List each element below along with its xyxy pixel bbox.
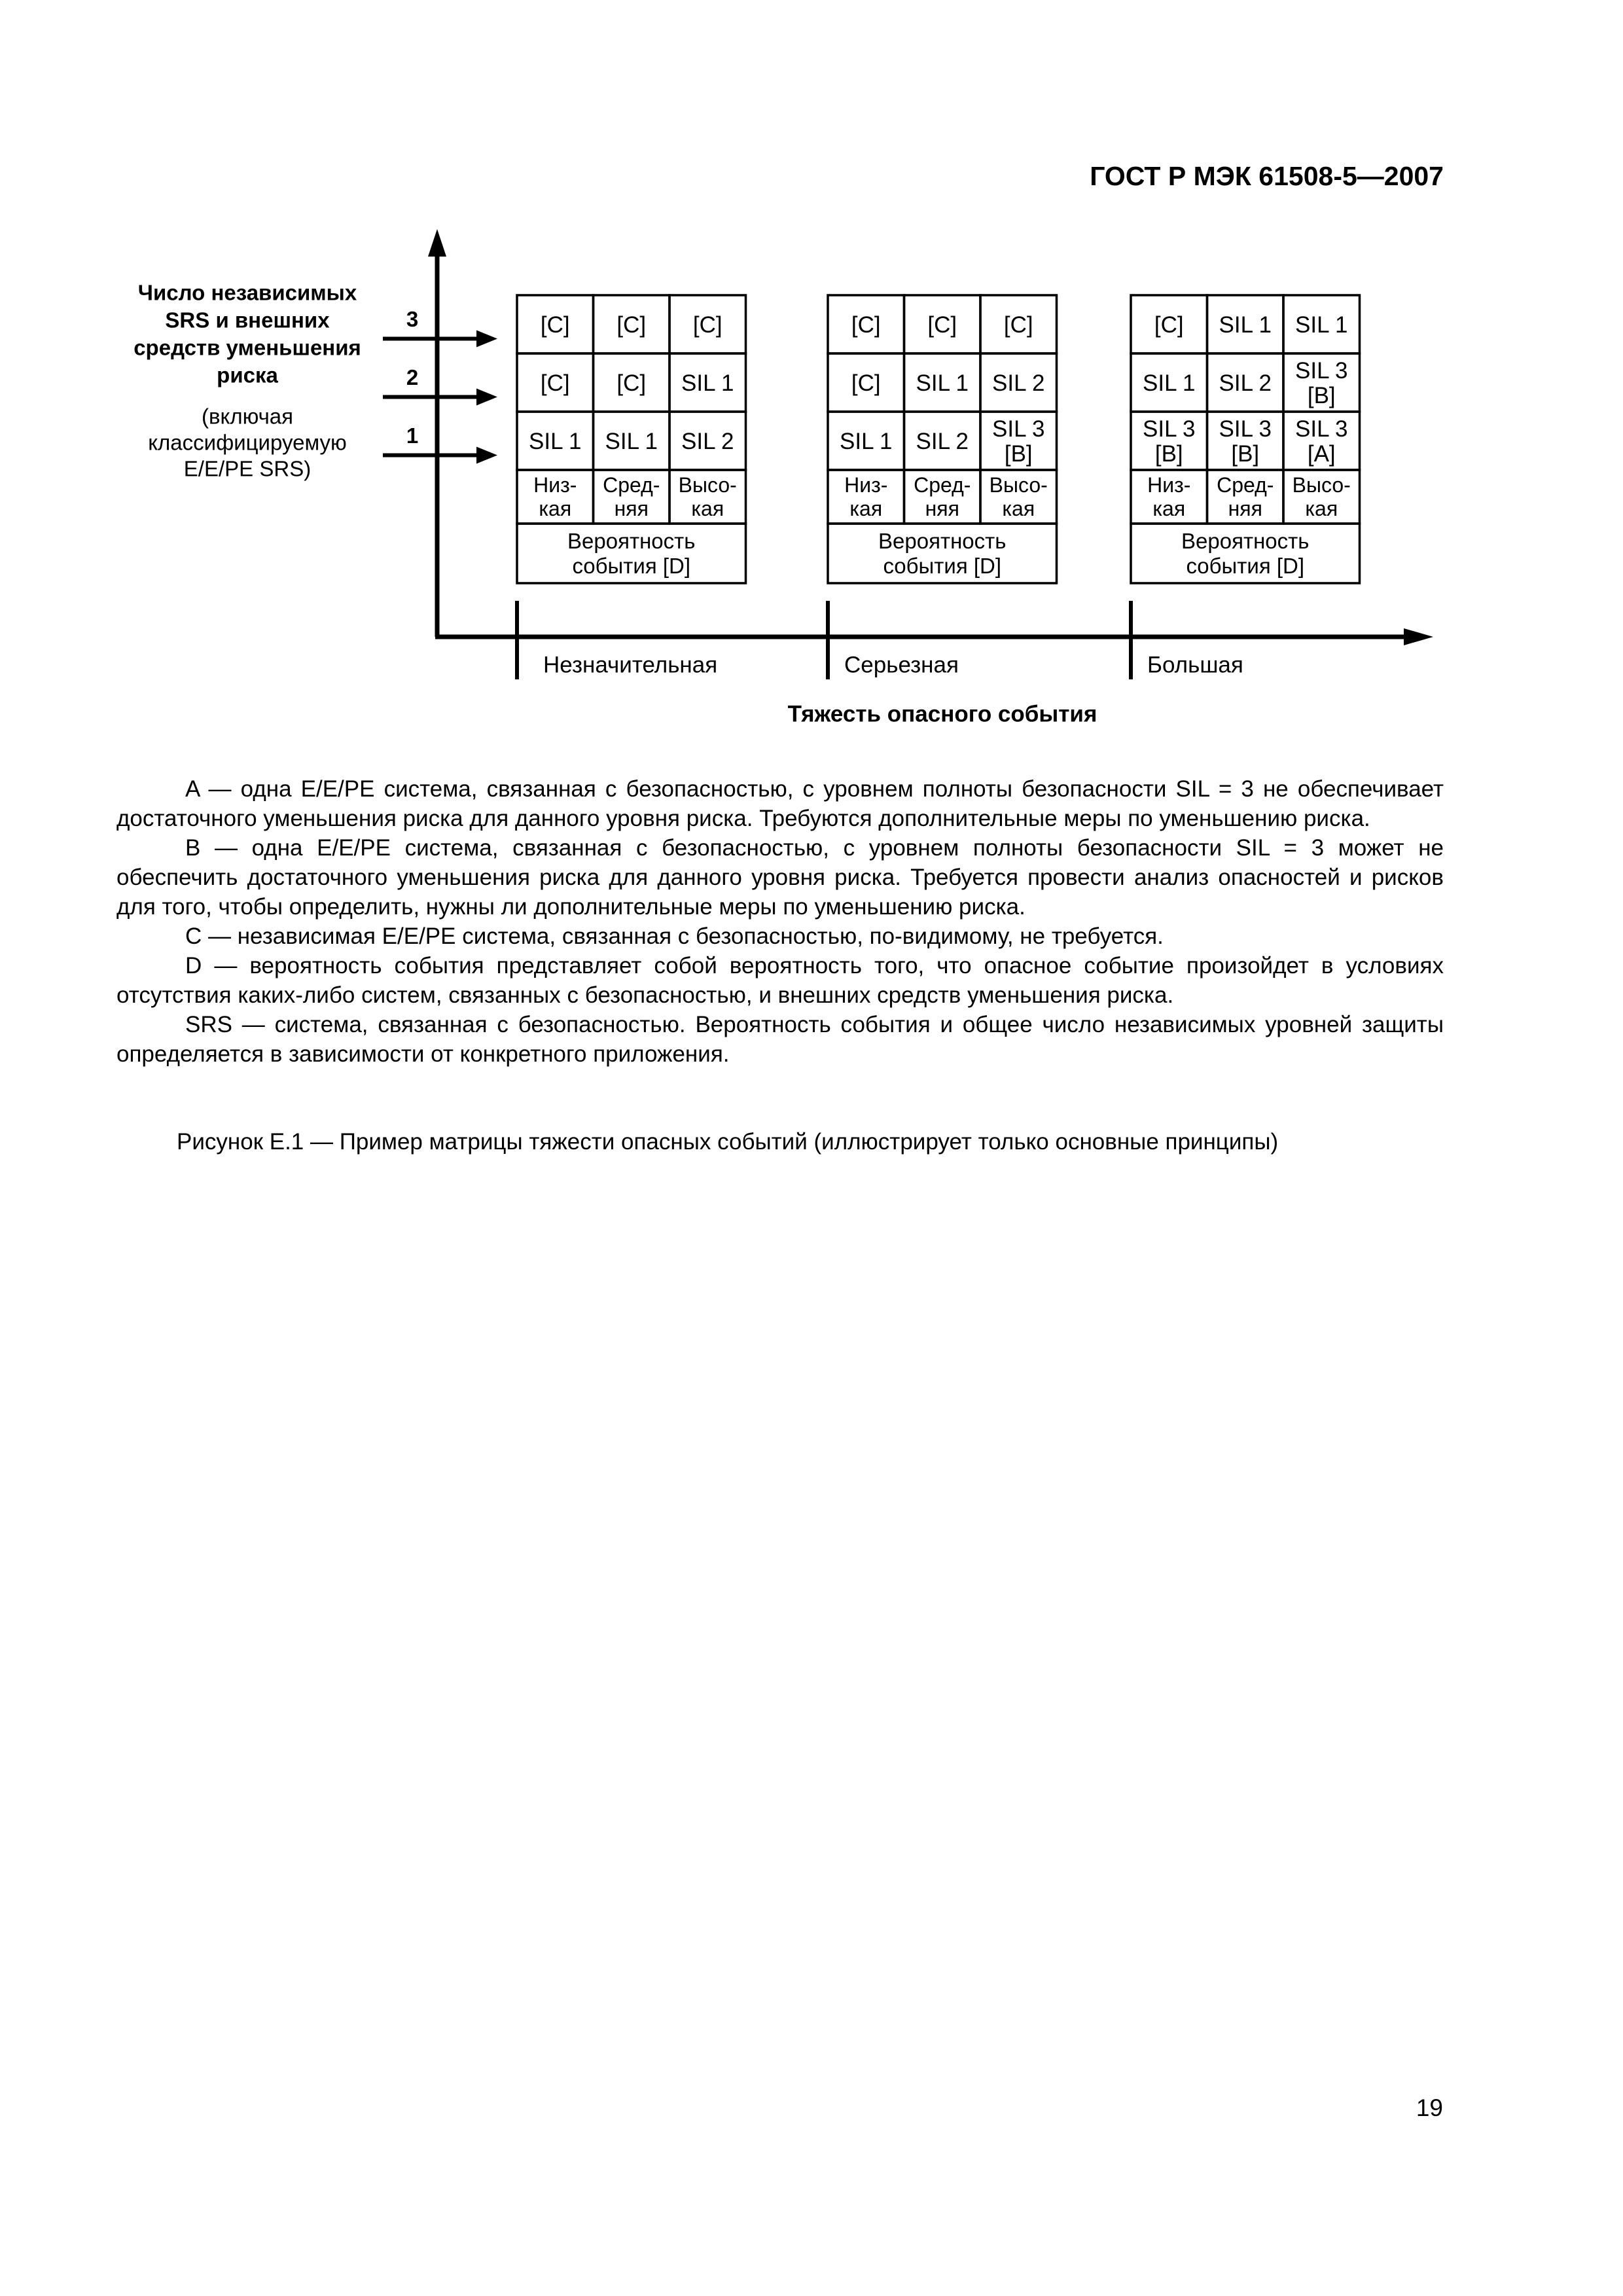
probability-label: Низ-кая <box>533 473 577 521</box>
matrix-cell-label: SIL 1 <box>1143 370 1196 396</box>
risk-matrix-figure <box>0 0 1623 753</box>
x-axis-arrowhead <box>1404 628 1433 645</box>
level-arrowhead-2 <box>476 389 497 406</box>
probability-caption: Вероятность события [D] <box>567 529 696 579</box>
level-arrowhead-3 <box>476 331 497 348</box>
probability-label: Сред-няя <box>914 473 971 521</box>
y-axis-subtitle: (включая классифицируемую E/E/PE SRS) <box>148 404 347 481</box>
matrix-cell-label: [C] <box>692 312 722 338</box>
figure-caption: Рисунок E.1 — Пример матрицы тяжести опасных событий (иллюстрирует только основные принципы) <box>177 1129 1279 1155</box>
matrix-cell-label: [C] <box>851 370 881 396</box>
matrix-cell-label: SIL 2 <box>916 428 969 454</box>
matrix-cell-label: SIL 1 <box>840 428 893 454</box>
severity-label: Незначительная <box>543 652 718 678</box>
matrix-cell-label: SIL 1 <box>1219 312 1272 338</box>
matrix-cell-label: SIL 2 <box>681 428 734 454</box>
severity-label: Большая <box>1147 652 1243 678</box>
level-arrowhead-1 <box>476 447 497 464</box>
matrix-cell-label: SIL 2 <box>992 370 1045 396</box>
matrix-cell-label: [C] <box>540 312 570 338</box>
probability-label: Высо-кая <box>1292 473 1351 521</box>
matrix-cell-label: SIL 1 <box>916 370 969 396</box>
matrix-cell-label: SIL 3 [A] <box>1295 416 1348 467</box>
level-label-1: 1 <box>406 423 419 448</box>
matrix-cell-label: SIL 1 <box>529 428 582 454</box>
page-number: 19 <box>1416 2094 1443 2121</box>
matrix-cell-label: SIL 3 [B] <box>1295 357 1348 408</box>
matrix-cell-label: [C] <box>616 312 647 338</box>
note-c: C — независимая E/E/PE система, связанная с безопасностью, по-видимому, не требуется. <box>185 924 1164 949</box>
matrix-cell-label: [C] <box>540 370 570 396</box>
note-d: D — вероятность события представляет собой вероятность того, что опасное событие произойдет в условиях отсутствия каких-либо систем, связанных с безопасностью, и внешних средств уменьшения риска. <box>116 953 1444 1008</box>
matrix-cell-label: SIL 2 <box>1219 370 1272 396</box>
note-b: B — одна E/E/PE система, связанная с безопасностью, с уровнем полноты безопасности SIL = 3 может не обеспечить достаточного уменьшения риска для данного уровня риска. Требуется провести анализ опасностей и рисков для того, чтобы определить, нужны ли дополнительные меры по уменьшению риска. <box>116 835 1444 920</box>
probability-label: Низ-кая <box>844 473 888 521</box>
matrix-cell-label: SIL 1 <box>1295 312 1348 338</box>
matrix-cell-label: [C] <box>927 312 957 338</box>
standard-header: ГОСТ Р МЭК 61508-5—2007 <box>1090 161 1444 191</box>
matrix-cell-label: [C] <box>616 370 647 396</box>
y-axis-arrowhead <box>428 229 446 257</box>
y-axis-title: Число независимых SRS и внешних средств уменьшения риска <box>134 280 361 387</box>
probability-label: Низ-кая <box>1147 473 1191 521</box>
note-a: A — одна E/E/PE система, связанная с безопасностью, с уровнем полноты безопасности SIL = 3 не обеспечивает достаточного уменьшения риска для данного уровня риска. Требуются дополнительные меры по уменьшению риска. <box>116 776 1444 831</box>
probability-label: Высо-кая <box>989 473 1048 521</box>
matrix-cell-label: SIL 1 <box>681 370 734 396</box>
severity-label: Серьезная <box>844 652 959 678</box>
matrix-cell-label: SIL 3 [B] <box>1143 416 1196 467</box>
matrix-cell-label: SIL 3 [B] <box>992 416 1045 467</box>
matrix-cell-label: [C] <box>851 312 881 338</box>
probability-caption: Вероятность события [D] <box>1181 529 1310 579</box>
probability-label: Сред-няя <box>603 473 660 521</box>
figure-notes <box>116 774 1444 1069</box>
matrix-cell-label: [C] <box>1003 312 1033 338</box>
note-srs: SRS — система, связанная с безопасностью. Вероятность события и общее число независимых уровней защиты определяется в зависимости от конкретного приложения. <box>116 1012 1444 1067</box>
matrix-cell-label: SIL 3 [B] <box>1219 416 1272 467</box>
probability-label: Высо-кая <box>678 473 737 521</box>
matrix-cell-label: [C] <box>1154 312 1184 338</box>
matrix-cell-label: SIL 1 <box>605 428 658 454</box>
level-label-3: 3 <box>406 307 419 332</box>
level-label-2: 2 <box>406 365 419 390</box>
x-axis-title: Тяжесть опасного события <box>787 701 1097 727</box>
probability-label: Сред-няя <box>1217 473 1274 521</box>
probability-caption: Вероятность события [D] <box>878 529 1007 579</box>
